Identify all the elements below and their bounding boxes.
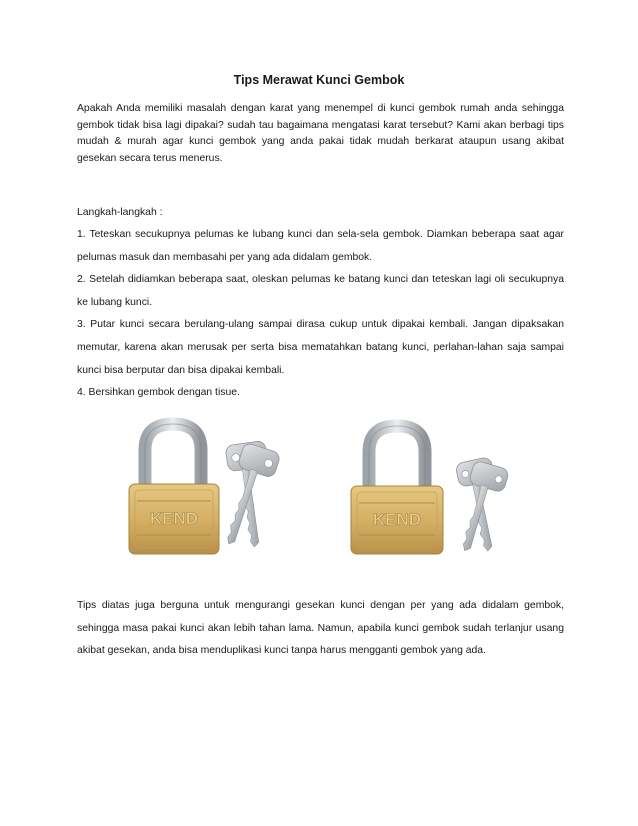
padlock-photo	[107, 416, 562, 561]
brand-mark: KEND	[372, 510, 422, 529]
padlock-icon	[129, 424, 219, 554]
step-item: 2. Setelah didiamkan beberapa saat, oleskan pelumas ke batang kunci dan teteskan lagi oli secukupnya ke lubang kunci.	[77, 274, 564, 308]
step-item: 3. Putar kunci secara berulang-ulang sampai dirasa cukup untuk dipakai kembali. Jangan dipaksakan memutar, karena akan merusak per serta bisa mematahkan batang kunci, perlahan-lahan saja sampai kunci bisa berputar dan bisa dipakai kembali.	[77, 319, 564, 376]
padlock-icon	[351, 426, 443, 554]
keys-icon	[213, 440, 281, 550]
steps-list	[77, 224, 564, 405]
steps-heading: Langkah-langkah :	[77, 207, 163, 218]
intro-paragraph: Apakah Anda memiliki masalah dengan karat yang menempel di kunci gembok rumah anda sehingga gembok tidak bisa lagi dipakai? sudah tau bagaimana mengatasi karat tersebut? Kami akan berbagi tips mudah & murah agar kunci gembok yang anda pakai tidak mudah berkarat ataupun usang akibat gesekan secara terus menerus.	[77, 103, 564, 164]
keys-icon	[450, 457, 509, 557]
document-title: Tips Merawat Kunci Gembok	[233, 73, 405, 87]
brand-mark: KEND	[149, 509, 199, 528]
step-item: 1. Teteskan secukupnya pelumas ke lubang kunci dan sela-sela gembok. Diamkan beberapa saat agar pelumas masuk dan membasahi per yang ada didalam gembok.	[77, 229, 564, 263]
step-item: 4. Bersihkan gembok dengan tisue.	[77, 387, 240, 399]
outro-paragraph: Tips diatas juga berguna untuk mengurangi gesekan kunci dengan per yang ada didalam gembok, sehingga masa pakai kunci akan lebih tahan lama. Namun, apabila kunci gembok sudah terlanjur usang akibat gesekan, anda bisa menduplikasi kunci tanpa harus mengganti gembok yang ada.	[77, 600, 564, 656]
